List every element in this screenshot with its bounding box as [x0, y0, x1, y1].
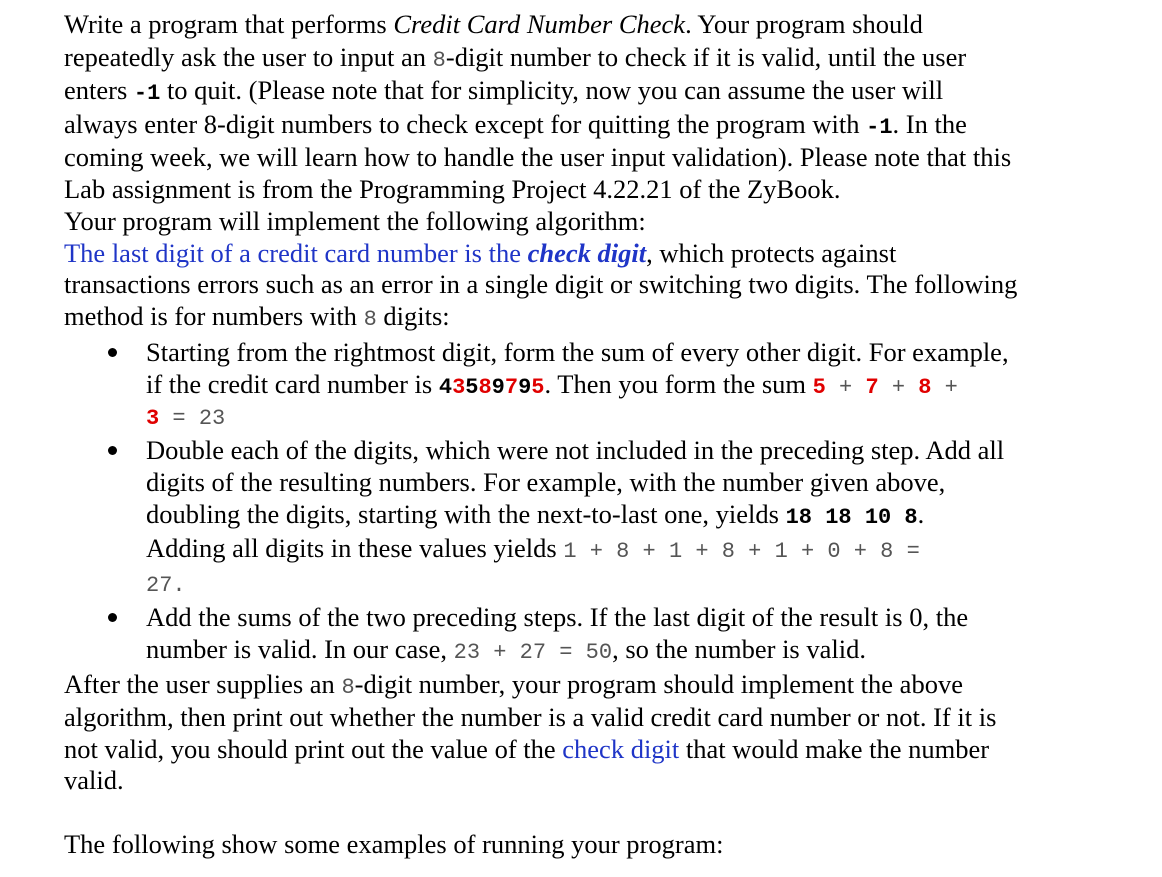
outro-line-2: algorithm, then print out whether the number is a valid credit card number or not. If it is [64, 702, 997, 732]
outro-line-1: After the user supplies an 8-digit number, your program should implement the above [64, 669, 963, 700]
intro-line-1: Write a program that performs Credit Card Number Check. Your program should [64, 9, 923, 39]
outro-line-4: valid. [64, 765, 124, 795]
step3-line-2: number is valid. In our case, 23 + 27 = 50, so the number is valid. [146, 634, 866, 665]
intro-line-2: repeatedly ask the user to input an 8-digit number to check if it is valid, until the user [64, 42, 967, 73]
step2-line-3: doubling the digits, starting with the next-to-last one, yields 18 18 10 8. [146, 499, 925, 530]
algorithm-line-2: transactions errors such as an error in a single digit or switching two digits. The following [64, 269, 1018, 299]
step2-line-5: 27. [146, 573, 186, 598]
intro-line-3: enters -1 to quit. (Please note that for simplicity, now you can assume the user will [64, 75, 944, 106]
bullet-step-3 [108, 613, 117, 622]
step1-line-2: if the credit card number is 43589795. Then you form the sum 5 + 7 + 8 + [146, 369, 958, 400]
algorithm-line-1: The last digit of a credit card number is the check digit, which protects against [64, 238, 897, 268]
step2-line-4: Adding all digits in these values yields 1 + 8 + 1 + 8 + 1 + 0 + 8 = [146, 533, 920, 564]
step1-line-1: Starting from the rightmost digit, form the sum of every other digit. For example, [146, 337, 1009, 367]
step1-line-3: 3 = 23 [146, 406, 226, 431]
intro-line-6: Lab assignment is from the Programming Project 4.22.21 of the ZyBook. [64, 174, 841, 204]
quit-code: -1 [133, 81, 161, 106]
quit-code: -1 [866, 115, 893, 140]
step2-line-2: digits of the resulting numbers. For example, with the number given above, [146, 467, 946, 497]
check-digit-term: check digit [527, 238, 647, 268]
bullet-step-1 [108, 348, 117, 357]
bullet-step-2 [108, 446, 117, 455]
algorithm-line-3: method is for numbers with 8 digits: [64, 301, 450, 332]
outro-line-3: not valid, you should print out the value of the check digit that would make the number [64, 734, 990, 764]
intro-line-7: Your program will implement the following algorithm: [64, 206, 646, 236]
step2-line-1: Double each of the digits, which were not included in the preceding step. Add all [146, 435, 1005, 465]
doubled-values: 18 18 10 8 [785, 505, 918, 530]
intro-line-5: coming week, we will learn how to handle the user input validation). Please note that this [64, 142, 1012, 172]
check-digit-term: check digit [562, 734, 680, 764]
card-number: 43589795 [438, 375, 545, 400]
examples-intro: The following show some examples of running your program: [64, 829, 724, 859]
program-title: Credit Card Number Check [393, 9, 686, 39]
step3-line-1: Add the sums of the two preceding steps. If the last digit of the result is 0, the [146, 602, 969, 632]
intro-line-4: always enter 8-digit numbers to check except for quitting the program with -1. In the [64, 109, 967, 140]
sum-result: 23 [198, 406, 226, 431]
